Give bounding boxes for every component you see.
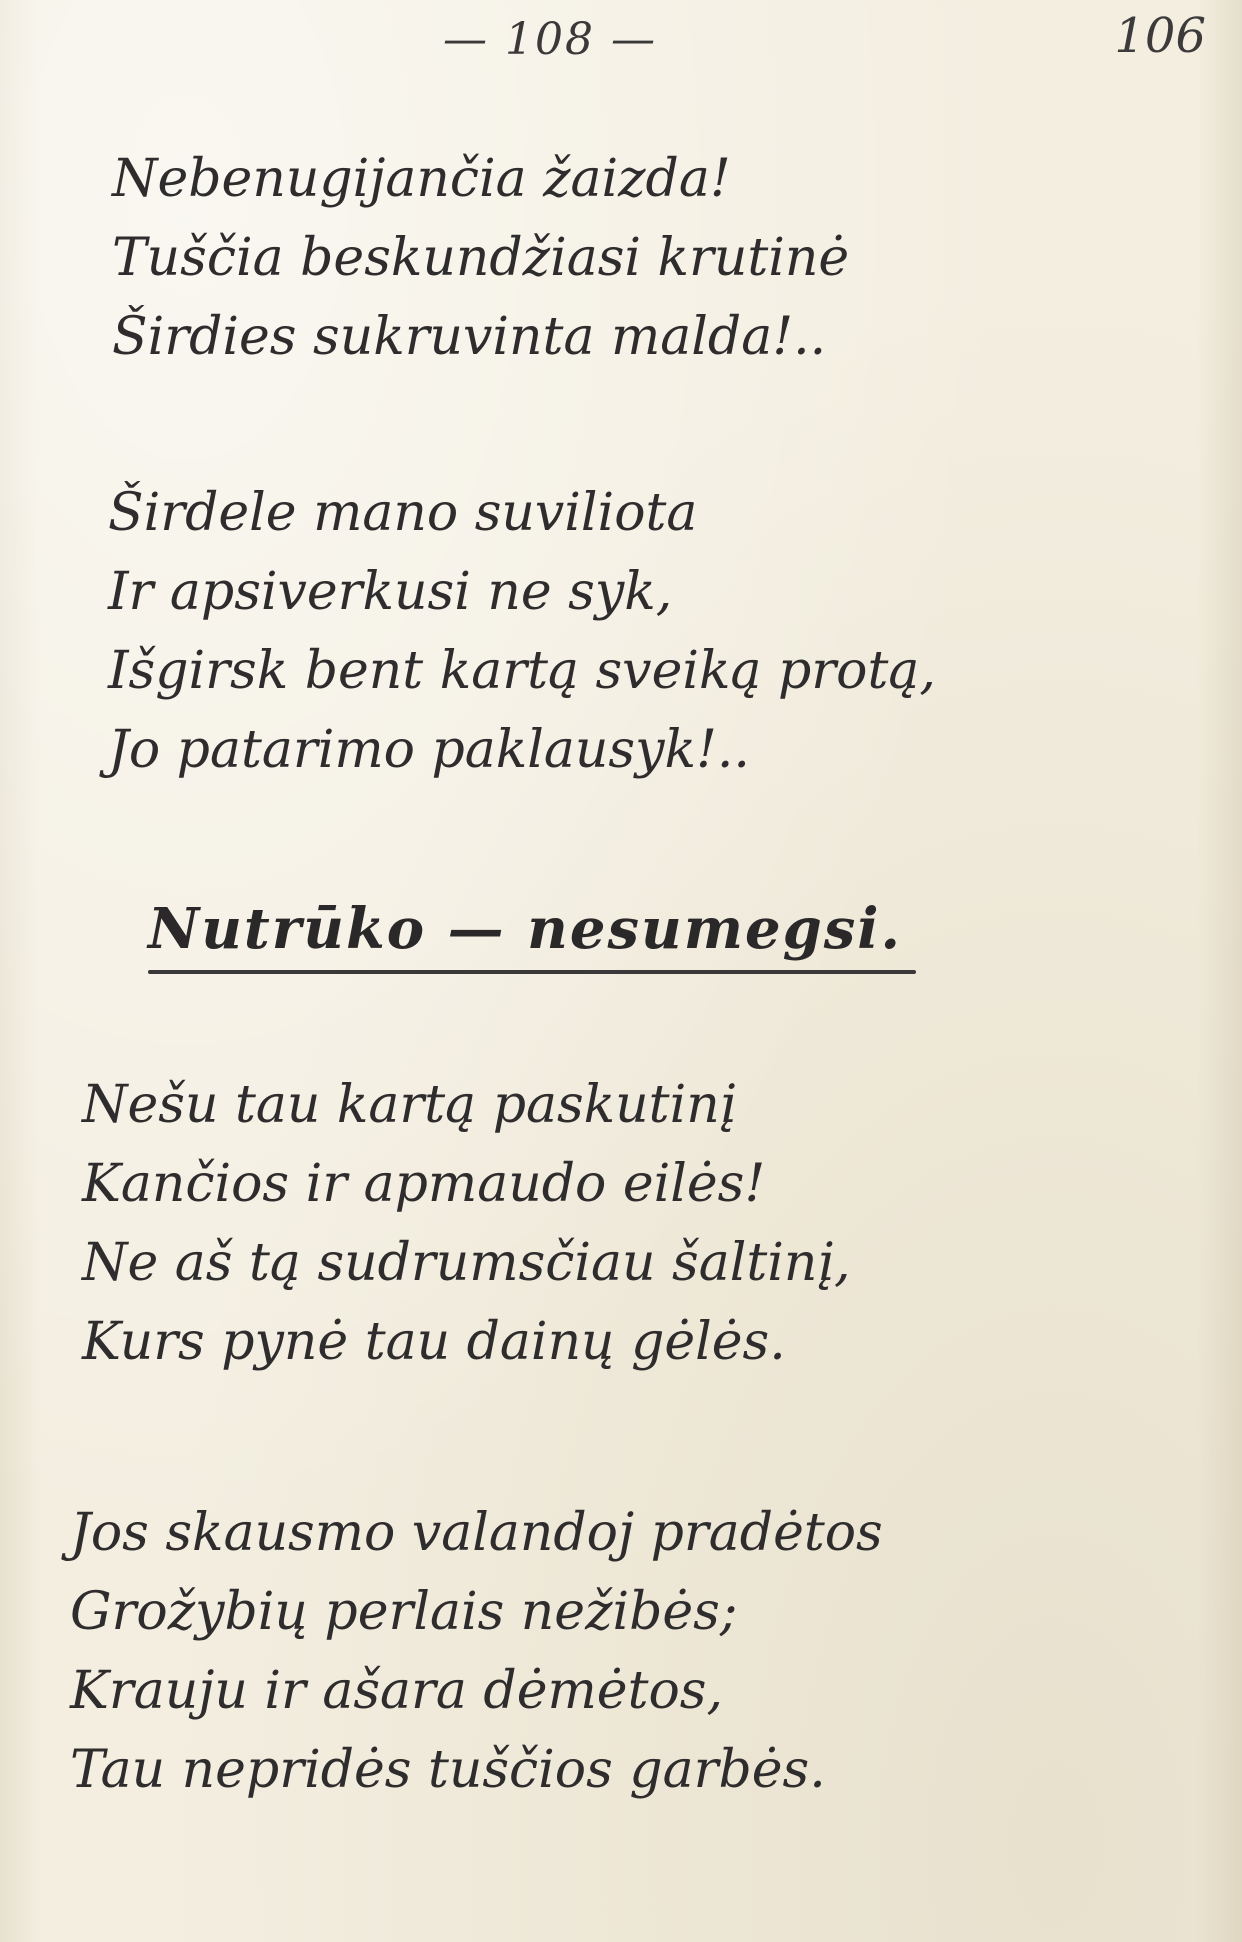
stanza <box>108 474 936 790</box>
verse-line: Krauju ir ašara dėmėtos, <box>70 1661 723 1721</box>
stanza <box>82 1066 851 1382</box>
verse-line: Širdele mano suviliota <box>108 483 698 543</box>
archive-number: 106 <box>1114 8 1206 64</box>
verse-line: Jos skausmo valandoj pradėtos <box>70 1503 883 1563</box>
verse-line: Tau nepridės tuščios garbės. <box>70 1740 826 1800</box>
verse-line: Ne aš tą sudrumsčiau šaltinį, <box>82 1233 851 1293</box>
stanza <box>70 1494 883 1810</box>
verse-line: Grožybių perlais nežibės; <box>70 1582 738 1642</box>
verse-line: Nešu tau kartą paskutinį <box>82 1075 737 1135</box>
page-number: — 108 — <box>443 14 657 65</box>
verse-line: Jo patarimo paklausyk!.. <box>108 720 750 780</box>
verse-line: Širdies sukruvinta malda!.. <box>112 307 827 367</box>
verse-line: Tuščia beskundžiasi krutinė <box>112 228 850 288</box>
verse-line: Kurs pynė tau dainų gėlės. <box>82 1312 786 1372</box>
verse-line: Nebenugijančia žaizda! <box>112 149 731 209</box>
verse-line: Išgirsk bent kartą sveiką protą, <box>108 641 936 701</box>
stanza <box>112 140 849 377</box>
verse-line: Ir apsiverkusi ne syk, <box>108 562 673 622</box>
verse-line: Kančios ir apmaudo eilės! <box>82 1154 766 1214</box>
poem-title: Nutrūko — nesumegsi. <box>148 896 903 962</box>
title-underline <box>148 970 916 974</box>
